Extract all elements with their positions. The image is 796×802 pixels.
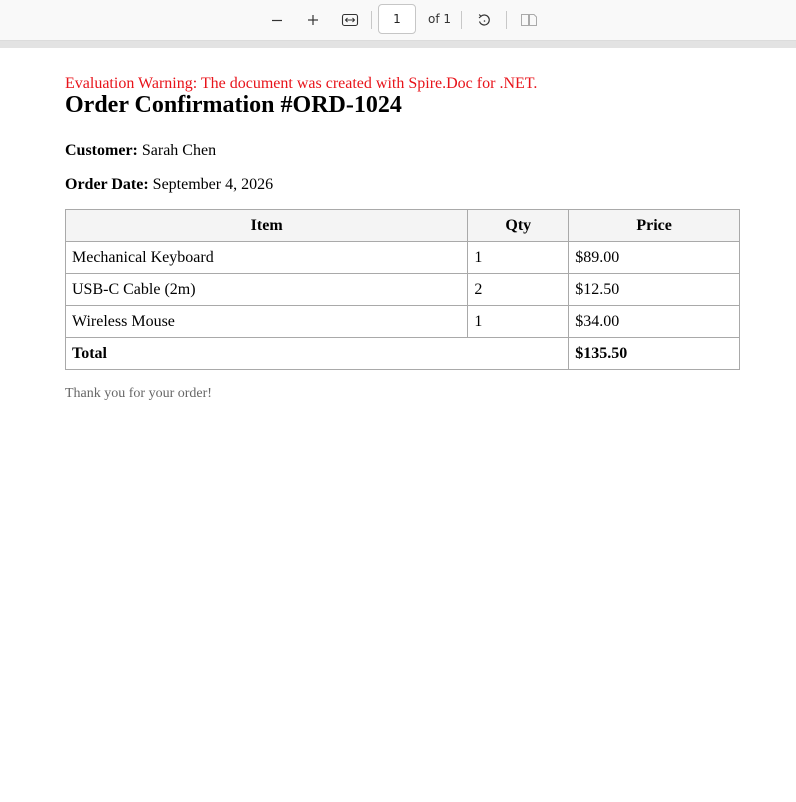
customer-value: Sarah Chen (141, 142, 217, 159)
item-cell: Mechanical Keyboard (66, 242, 468, 274)
table-row (66, 306, 740, 338)
fit-width-icon[interactable] (338, 8, 362, 32)
item-cell: Wireless Mouse (66, 306, 468, 338)
table-row (66, 274, 740, 306)
page-title: Order Confirmation #ORD-1024 (65, 92, 402, 118)
viewer-background (0, 41, 796, 48)
price-cell: $34.00 (569, 306, 740, 338)
qty-cell: 1 (468, 306, 569, 338)
toolbar-divider (371, 11, 372, 29)
two-page-icon[interactable] (517, 8, 541, 32)
toolbar-divider (461, 11, 462, 29)
customer-label: Customer: (65, 142, 138, 159)
column-header-price: Price (569, 210, 740, 242)
document-page (0, 48, 796, 802)
price-cell: $12.50 (569, 274, 740, 306)
page-total-label: of 1 (428, 12, 452, 26)
customer-line (65, 142, 216, 160)
evaluation-warning: Evaluation Warning: The document was created with Spire.Doc for .NET. (65, 75, 538, 92)
table-row (66, 242, 740, 274)
order-date-line (65, 176, 273, 194)
zoom-out-icon[interactable] (265, 8, 289, 32)
table-header-row (66, 210, 740, 242)
total-label: Total (66, 338, 569, 370)
total-value: $135.50 (569, 338, 740, 370)
column-header-qty: Qty (468, 210, 569, 242)
pdf-toolbar (0, 0, 796, 41)
page-number-input[interactable] (378, 4, 416, 34)
thank-you-note: Thank you for your order! (65, 386, 212, 401)
zoom-in-icon[interactable] (301, 8, 325, 32)
qty-cell: 2 (468, 274, 569, 306)
order-date-label: Order Date: (65, 176, 149, 193)
price-cell: $89.00 (569, 242, 740, 274)
qty-cell: 1 (468, 242, 569, 274)
order-date-value: September 4, 2026 (152, 176, 274, 193)
total-row (66, 338, 740, 370)
column-header-item: Item (66, 210, 468, 242)
item-cell: USB-C Cable (2m) (66, 274, 468, 306)
rotate-icon[interactable] (472, 8, 496, 32)
order-table (65, 209, 740, 370)
toolbar-divider (506, 11, 507, 29)
